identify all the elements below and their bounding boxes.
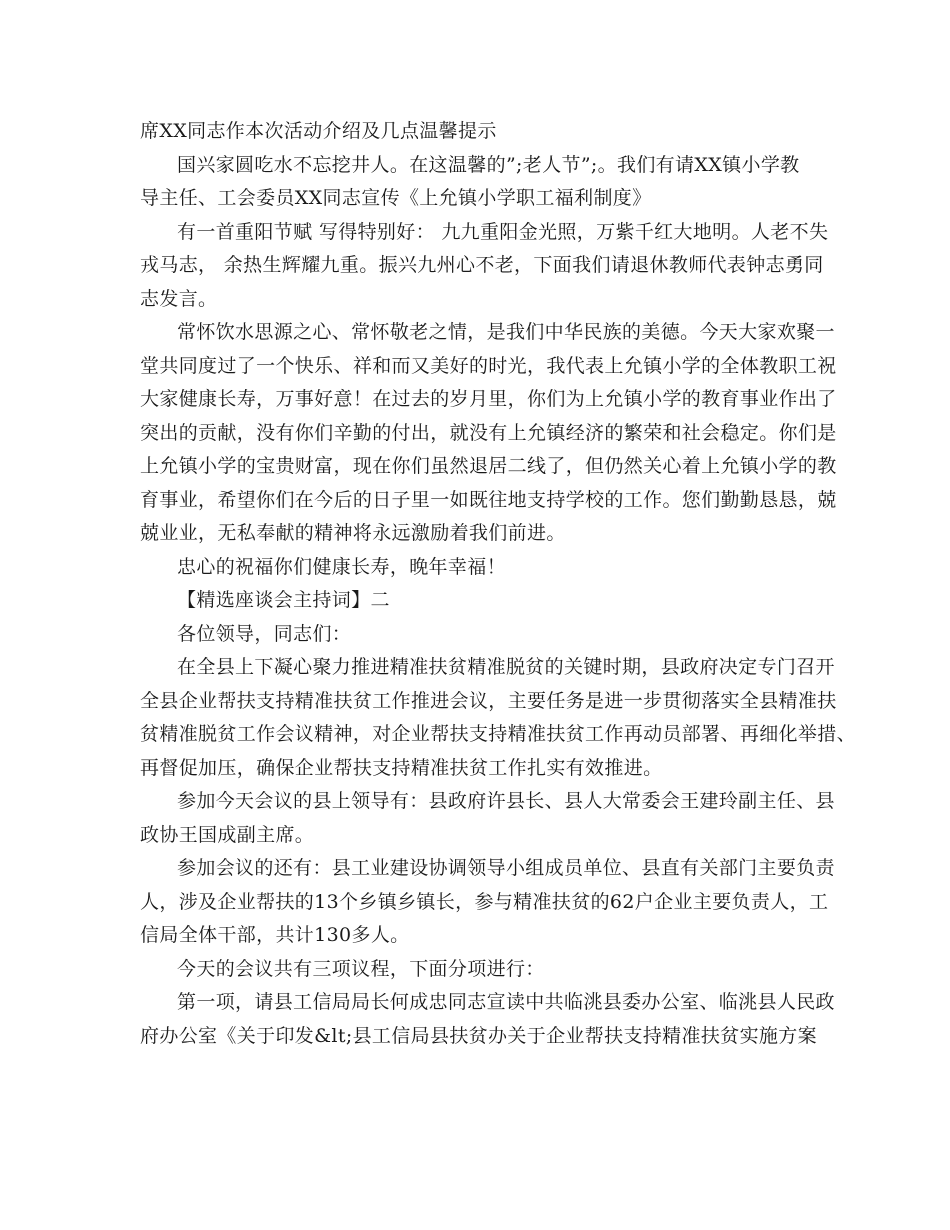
text-line: 育事业，希望你们在今后的日子里一如既往地支持学校的工作。您们勤勤恳恳，兢 (140, 488, 837, 511)
text-line: 兢业业，无私奉献的精神将永远激励着我们前进。 (140, 522, 566, 544)
text-line: 突出的贡献，没有你们辛勤的付出，就没有上允镇经济的繁荣和社会稳定。你们是 (140, 421, 837, 444)
document-body (140, 115, 856, 1053)
text-line: 常怀饮水思源之心、常怀敬老之情，是我们中华民族的美德。今天大家欢聚一 (177, 321, 835, 343)
text-line: 导主任、工会委员XX同志宣传《上允镇小学职工福利制度》 (140, 187, 652, 209)
text-line: 上允镇小学的宝贵财富，现在你们虽然退居二线了，但仍然关心着上允镇小学的教 (140, 455, 837, 477)
text-line: 席XX同志作本次活动介绍及几点温馨提示 (140, 120, 497, 142)
text-line: 人，涉及企业帮扶的13个乡镇乡镇长，参与精准扶贫的62户企业主要负责人，工 (140, 890, 829, 913)
text-line: 有一首重阳节赋 写得特别好： 九九重阳金光照，万紫千红大地明。人老不失 (177, 220, 829, 243)
text-line: 志发言。 (140, 287, 218, 310)
text-line: 忠心的祝福你们健康长寿，晚年幸福！ (177, 555, 506, 578)
text-line: 政协王国成副主席。 (140, 823, 315, 846)
text-line: 在全县上下凝心聚力推进精准扶贫精准脱贫的关键时期，县政府决定专门召开 (177, 656, 835, 678)
text-line: 府办公室《关于印发&lt;县工信局县扶贫办关于企业帮扶支持精准扶贫实施方案 (140, 1024, 817, 1047)
text-line: 信局全体干部，共计130多人。 (140, 924, 410, 946)
text-line: 全县企业帮扶支持精准扶贫工作推进会议，主要任务是进一步贯彻落实全县精准扶 (140, 689, 837, 712)
text-line: 今天的会议共有三项议程，下面分项进行： (177, 957, 545, 980)
text-line: 参加今天会议的县上领导有：县政府许县长、县人大常委会王建玲副主任、县 (177, 790, 835, 812)
text-line: 堂共同度过了一个快乐、祥和而又美好的时光，我代表上允镇小学的全体教职工祝 (140, 354, 837, 377)
text-line: 国兴家圆吃水不忘挖井人。在这温馨的”;老人节”;。我们有请XX镇小学教 (177, 153, 800, 176)
text-line: 戎马志， 余热生辉耀九重。振兴九州心不老，下面我们请退休教师代表钟志勇同 (140, 254, 824, 276)
text-line: 贫精准脱贫工作会议精神，对企业帮扶支持精准扶贫工作再动员部署、再细化举措、 (140, 723, 856, 745)
text-line: 再督促加压，确保企业帮扶支持精准扶贫工作扎实有效推进。 (140, 756, 663, 779)
text-line: 各位领导，同志们： (177, 622, 352, 645)
text-line: 参加会议的还有：县工业建设协调领导小组成员单位、县直有关部门主要负责 (177, 857, 835, 879)
text-line: 大家健康长寿，万事好意！在过去的岁月里，你们为上允镇小学的教育事业作出了 (140, 388, 837, 410)
text-line: 第一项，请县工信局局长何成忠同志宣读中共临洮县委办公室、临洮县人民政 (177, 991, 835, 1013)
text-line: 【精选座谈会主持词】二 (177, 589, 390, 611)
